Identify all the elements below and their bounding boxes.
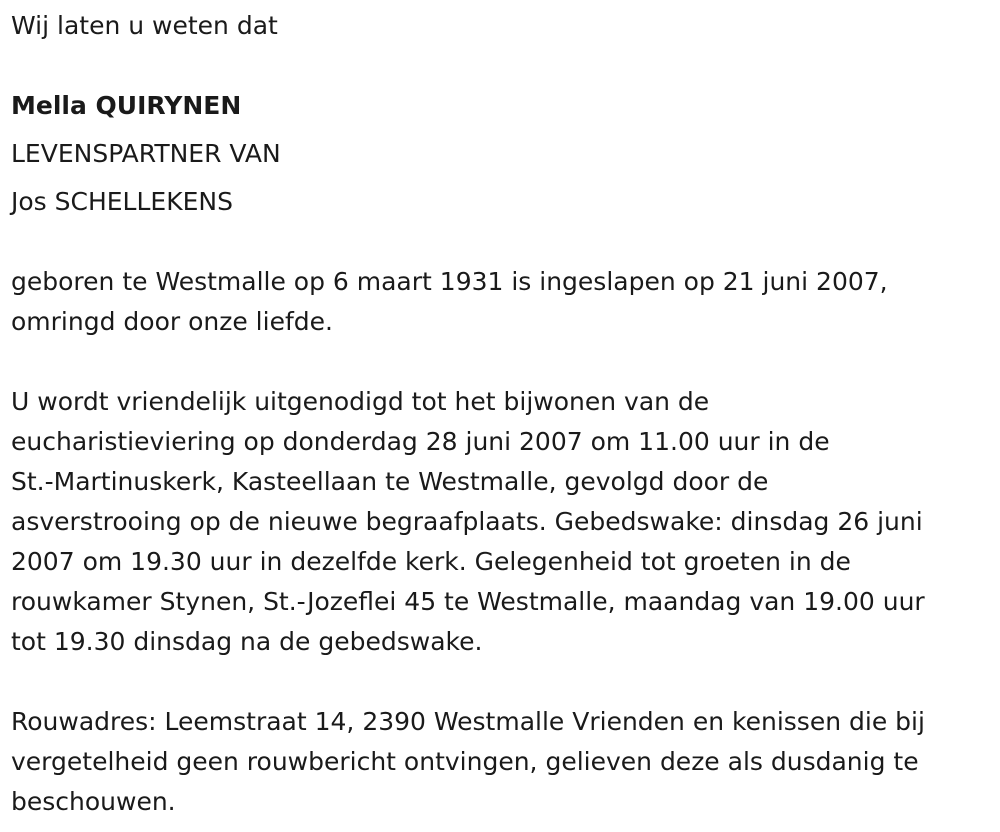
paragraph-line: Rouwadres: Leemstraat 14, 2390 Westmalle Vrienden en kenissen die bij xyxy=(11,707,925,736)
paragraph-line: St.-Martinuskerk, Kasteellaan te Westmalle, gevolgd door de xyxy=(11,467,769,496)
intro-line: Wij laten u weten dat xyxy=(11,11,278,40)
address-paragraph xyxy=(11,702,925,822)
paragraph-line: omringd door onze liefde. xyxy=(11,307,333,336)
paragraph-line: tot 19.30 dinsdag na de gebedswake. xyxy=(11,627,483,656)
ceremony-paragraph xyxy=(11,382,925,662)
birth-death-paragraph xyxy=(11,262,888,342)
paragraph-line: 2007 om 19.30 uur in dezelfde kerk. Gelegenheid tot groeten in de xyxy=(11,547,851,576)
paragraph-line: eucharistieviering op donderdag 28 juni 2007 om 11.00 uur in de xyxy=(11,427,830,456)
paragraph-line: rouwkamer Stynen, St.-Jozeflei 45 te Westmalle, maandag van 19.00 uur xyxy=(11,587,925,616)
paragraph-line: U wordt vriendelijk uitgenodigd tot het bijwonen van de xyxy=(11,387,710,416)
deceased-name: Mella QUIRYNEN xyxy=(11,91,242,120)
paragraph-line: vergetelheid geen rouwbericht ontvingen, gelieven deze als dusdanig te xyxy=(11,747,919,776)
relation-line: LEVENSPARTNER VAN xyxy=(11,139,281,168)
partner-name: Jos SCHELLEKENS xyxy=(11,187,233,216)
paragraph-line: beschouwen. xyxy=(11,787,176,816)
paragraph-line: geboren te Westmalle op 6 maart 1931 is ingeslapen op 21 juni 2007, xyxy=(11,267,888,296)
paragraph-line: asverstrooing op de nieuwe begraafplaats. Gebedswake: dinsdag 26 juni xyxy=(11,507,923,536)
